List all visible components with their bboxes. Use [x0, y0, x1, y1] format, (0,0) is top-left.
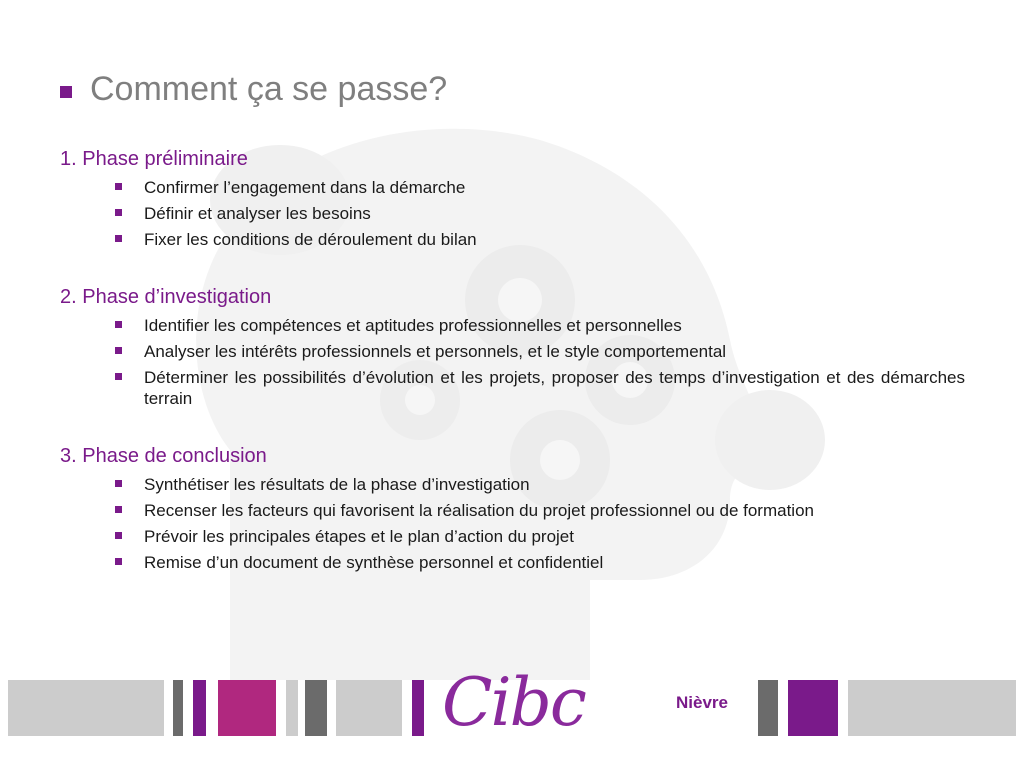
- slide-title: [60, 70, 447, 109]
- footer-block: [788, 680, 838, 736]
- list-item: Recenser les facteurs qui favorisent la réalisation du projet professionnel ou de formation: [144, 500, 965, 521]
- square-bullet-icon: [115, 532, 122, 539]
- cibc-logo: Cibc: [442, 664, 585, 741]
- footer-block: [412, 680, 424, 736]
- footer-block: [193, 680, 206, 736]
- list-item: Confirmer l’engagement dans la démarche: [144, 177, 965, 198]
- list-item: Identifier les compétences et aptitudes professionnelles et personnelles: [144, 315, 965, 336]
- square-bullet-icon: [115, 183, 122, 190]
- phase-section-3: [60, 445, 965, 578]
- title-bullet-icon: [60, 86, 72, 98]
- phase-heading: 1. Phase préliminaire: [60, 148, 248, 170]
- list-item: Analyser les intérêts professionnels et personnels, et le style comportemental: [144, 341, 965, 362]
- list-item: Définir et analyser les besoins: [144, 203, 965, 224]
- footer-block: [218, 680, 276, 736]
- list-item: Fixer les conditions de déroulement du bilan: [144, 229, 965, 250]
- footer-block: [8, 680, 164, 736]
- footer-block: [305, 680, 327, 736]
- slide-title-text: Comment ça se passe?: [90, 70, 448, 108]
- phase-items: [60, 315, 965, 409]
- list-item: Déterminer les possibilités d’évolution et les projets, proposer des temps d’investigation et des démarches terrain: [144, 367, 965, 409]
- phase-items: [60, 177, 965, 250]
- footer-block: [848, 680, 1016, 736]
- footer-block: [336, 680, 402, 736]
- square-bullet-icon: [115, 347, 122, 354]
- footer-block: [173, 680, 183, 736]
- square-bullet-icon: [115, 558, 122, 565]
- square-bullet-icon: [115, 480, 122, 487]
- list-item: Synthétiser les résultats de la phase d’investigation: [144, 474, 965, 495]
- phase-heading: 2. Phase d’investigation: [60, 286, 272, 308]
- logo-region-label: Nièvre: [676, 693, 728, 712]
- footer-block: [758, 680, 778, 736]
- phase-section-1: [60, 148, 965, 255]
- phase-section-2: [60, 286, 965, 414]
- footer-block: [286, 680, 298, 736]
- list-item: Remise d’un document de synthèse personnel et confidentiel: [144, 552, 965, 573]
- phase-items: [60, 474, 965, 573]
- list-item: Prévoir les principales étapes et le plan d’action du projet: [144, 526, 965, 547]
- square-bullet-icon: [115, 506, 122, 513]
- square-bullet-icon: [115, 209, 122, 216]
- square-bullet-icon: [115, 235, 122, 242]
- phase-heading: 3. Phase de conclusion: [60, 445, 267, 467]
- square-bullet-icon: [115, 321, 122, 328]
- square-bullet-icon: [115, 373, 122, 380]
